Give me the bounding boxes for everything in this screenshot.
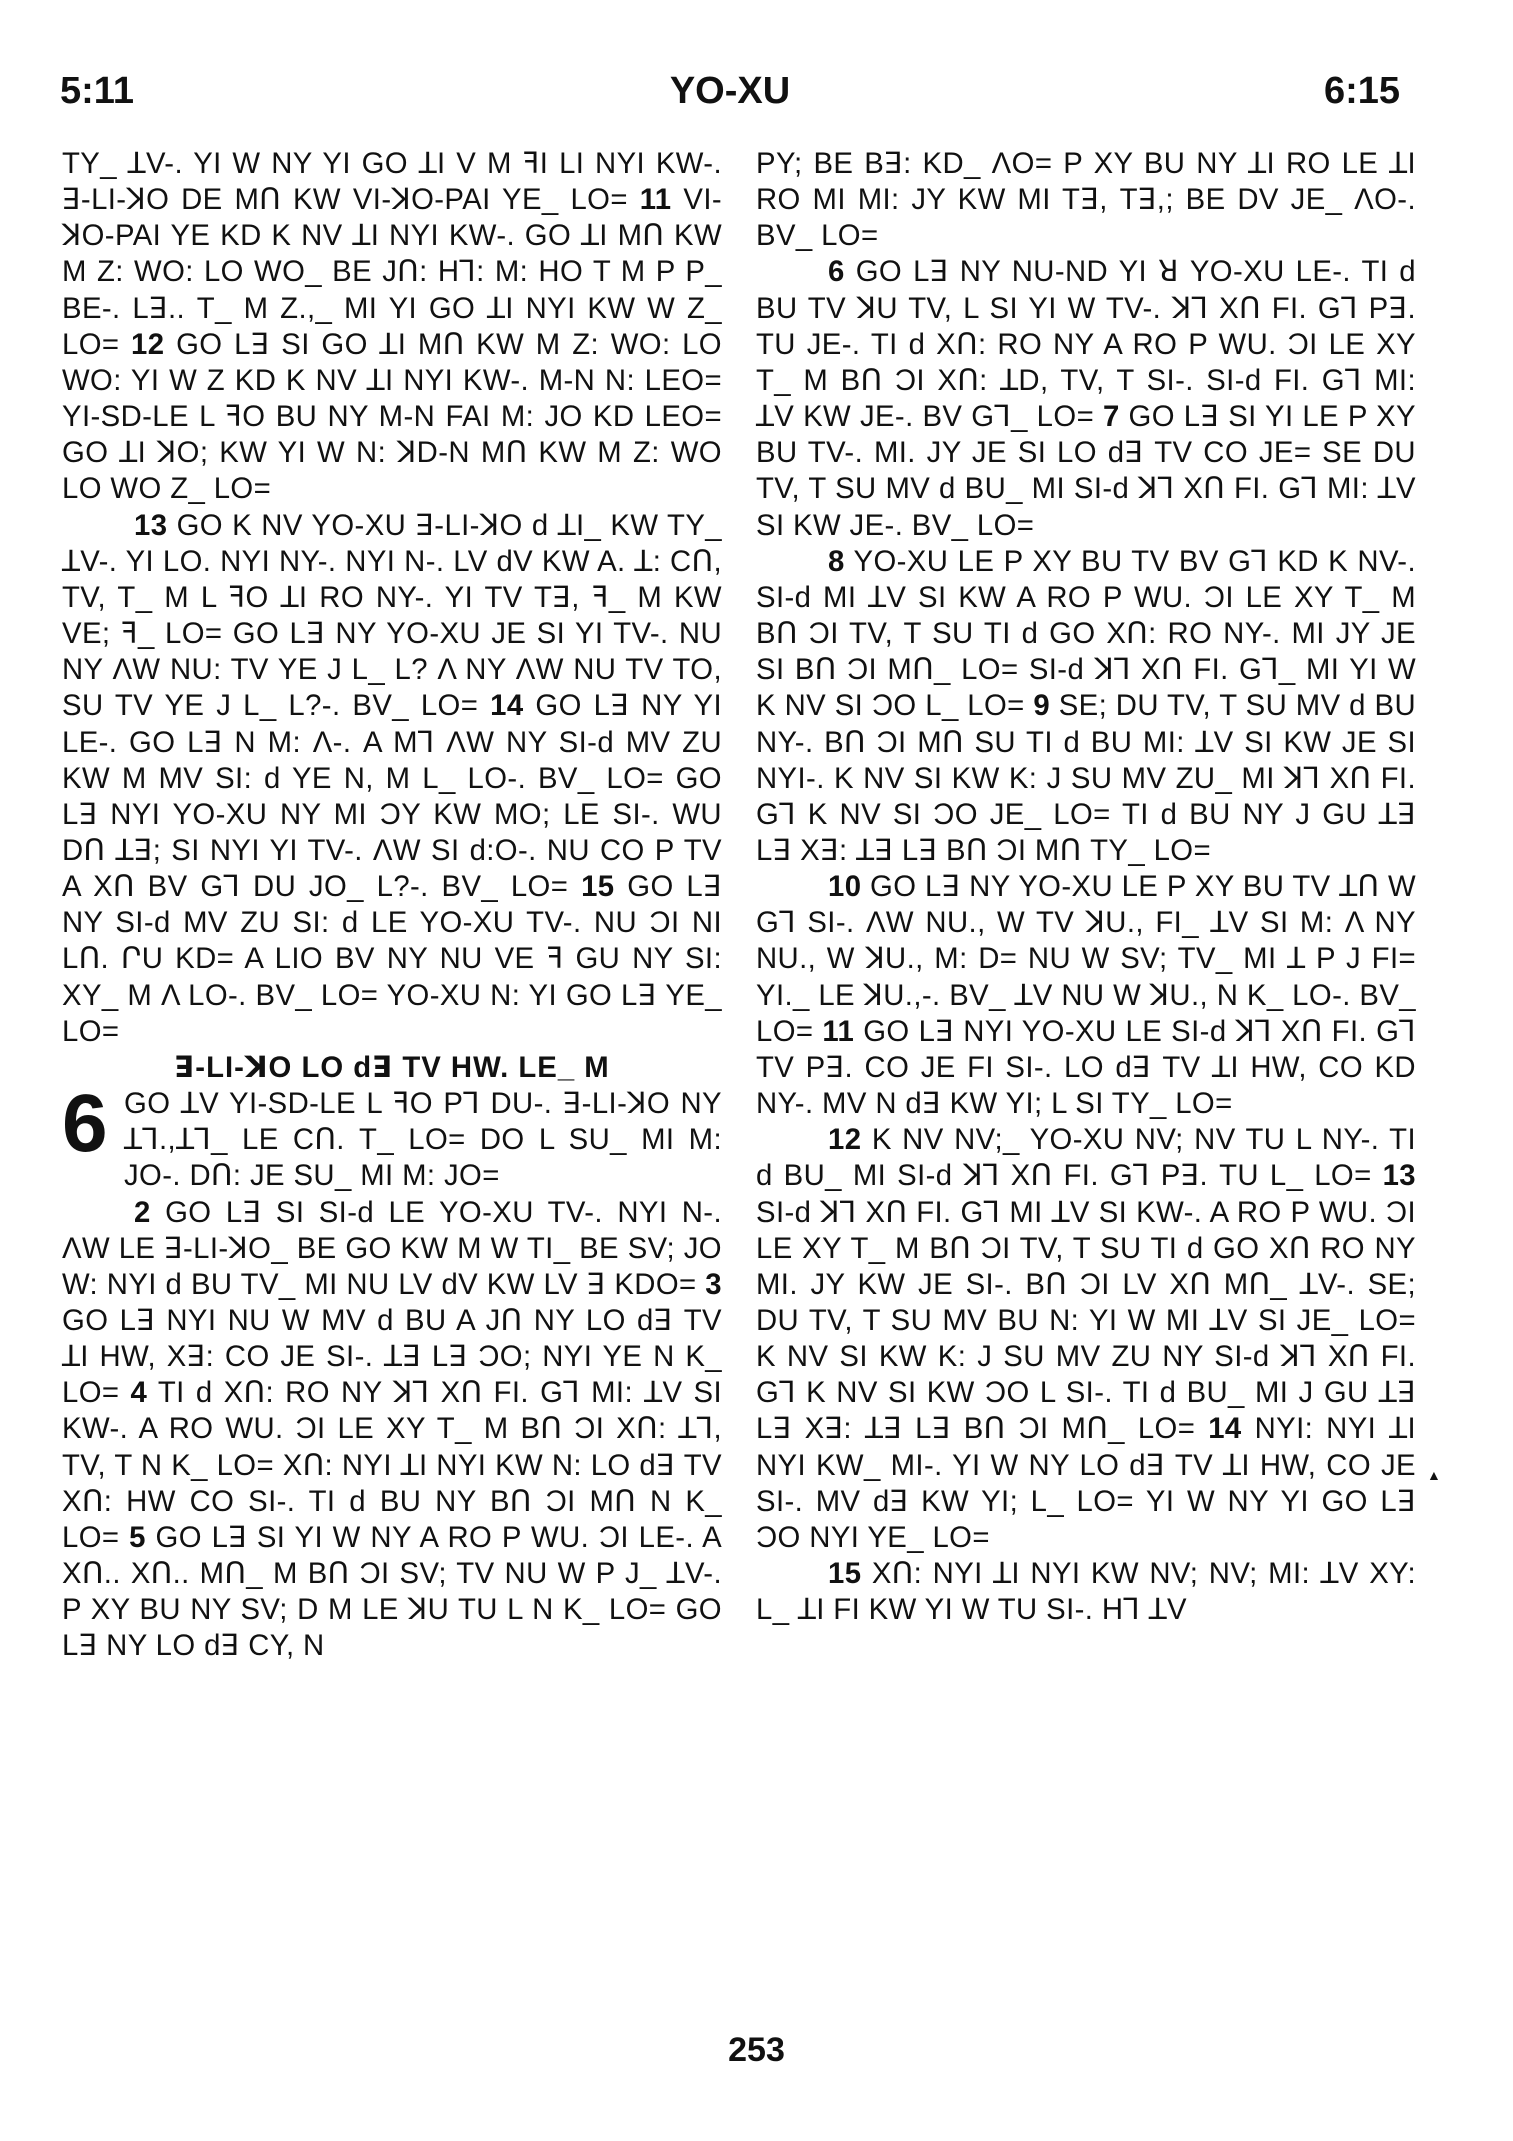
header-end-reference: 6:15 <box>1323 70 1400 112</box>
verse-number: 2 <box>134 1195 151 1229</box>
verse-number: 11 <box>822 1014 855 1048</box>
verse-text: GO Lꓱ SI SI-d LE YO-XU TV-. NYI N-. ΛW LE ꓱ-LI-ꓘO_ BE GO KW M W TI_ BE SV; JO W: NYI d BU TV_ MI NU LV dV KW LV ꓱ KDO= <box>62 1195 723 1301</box>
verse-number: 14 <box>490 689 524 723</box>
page-number: 253 <box>728 2031 785 2069</box>
verse-text: TY_ ꓕV-. YI W NY YI GO ꓕI V M ꟻI LI NYI KW-. ꓱ-LI-ꓘO DE MՈ KW VI-ꓘO-PAI YE_ LO= <box>62 147 722 217</box>
verse-text: GO K NV YO-XU ꓱ-LI-ꓘO d ꓕI_ KW TY_ ꓕV-. YI LO. NYI NY-. NYI N-. LV dV KW A. ꓕ: CՈ, TV, T_ M L ꟻO ꓕI RO NY-. YI TV Tꓱ, ꟻ_ M KW VE; ꟻ_ LO= GO Lꓱ NY YO-XU JE SI YI TV-. NU NY ΛW NU: TV YE J L_ L? Λ NY ΛW NU TV TO, SU TV YE J L_ L?-. BV_ LO= <box>62 508 722 723</box>
verse-text: PY; BE Bꓱ: KD_ ΛO= P XY BU NY ꓕI RO LE ꓕI RO MI MI: JY KW MI Tꓱ, Tꓱ,; BE DV JE_ ΛO-. BV_ LO= <box>756 147 1416 253</box>
right-column <box>756 146 1416 1628</box>
paragraph <box>62 508 722 1050</box>
running-header <box>60 70 1400 120</box>
chapter-number: 6 <box>62 1078 109 1170</box>
verse-number: 12 <box>828 1123 862 1157</box>
paragraph <box>62 146 722 508</box>
verse-number: 8 <box>828 544 845 578</box>
verse-text: VI-ꓘO-PAI YE KD K NV ꓕI NYI KW-. GO ꓕI MՈ KW M Z: WO: LO WO_ BE JՈ: Hꓶ: M: HO T M P P_ BE-. Lꓱ.. T_ M Z.,_ MI YI GO ꓕI NYI KW W Z_ LO= <box>62 183 723 361</box>
verse-number: 15 <box>828 1557 862 1591</box>
verse-number: 7 <box>1102 400 1120 434</box>
verse-number: 10 <box>828 870 862 904</box>
verse-text: GO Lꓱ NY NU-ND YI ꓤ YO-XU LE-. TI d BU TV ꓘU TV, L SI YI W TV-. ꓘꓶ XՈ FI. Gꓶ Pꓱ. TU JE-. TI d XՈ: RO NY A RO P WU. ƆI LE XY T_ M BՈ ƆI XՈ: ꓕD, TV, T SI-. SI-d FI. Gꓶ MI: ꓕV KW JE-. BV Gꓶ_ LO= <box>756 255 1416 434</box>
verse-number: 12 <box>131 327 165 361</box>
verse-text: GO Lꓱ NY YO-XU LE P XY BU TV ꓕՈ W Gꓶ SI-. ΛW NU., W TV ꓘU., FI_ ꓕV SI M: Λ NY NU., W ꓘU., M: D= NU W SV; TV_ MI ꓕ P J FI= YI._ LE ꓘU.,-. BV_ ꓕV NU W ꓘU., N K_ LO-. BV_ LO= <box>756 870 1416 1048</box>
verse-number: 11 <box>639 183 672 217</box>
verse-number: 15 <box>581 870 615 904</box>
verse-text: GO Lꓱ SI GO ꓕI MՈ KW M Z: WO: LO WO: YI W Z KD K NV ꓕI NYI KW-. M-N N: LEO= YI-SD-LE L ꟻO BU NY M-N FAI M: JO KD LEO= GO ꓕI ꓘO; KW YI W N: ꓘD-N MՈ KW M Z: WO LO WO Z_ LO= <box>62 327 722 506</box>
left-column <box>62 146 722 1665</box>
section-heading: ꓱ-LI-ꓘO LO dꓱ TV HW. LE_ M <box>174 1050 610 1084</box>
paragraph <box>124 1086 722 1194</box>
verse-text: GO Lꓱ NYI NU W MV d BU A JՈ NY LO dꓱ TV ꓕI HW, Xꓱ: CO JE SI-. ꓕꓱ Lꓱ ƆO; NYI YE N K_ LO= <box>62 1304 722 1410</box>
verse-text: YO-XU LE P XY BU TV BV Gꓶ KD K NV-. SI-d MI ꓕV SI KW A RO P WU. ƆI LE XY T_ M BՈ ƆI TV, T SU TI d GO XՈ: RO NY-. MI JY JE SI BՈ ƆI MՈ_ LO= SI-d ꓘꓶ XՈ FI. Gꓶ_ MI YI W K NV SI ƆO L_ LO= <box>756 544 1417 723</box>
verse-text: GO Lꓱ NY SI-d MV ZU SI: d LE YO-XU TV-. NU ƆI NI LՈ. ՐU KD= A LIO BV NY NU VE ꟻ GU NY SI: XY_ M Λ LO-. BV_ LO= YO-XU N: YI GO Lꓱ YE_ LO= <box>62 870 723 1048</box>
header-start-reference: 5:11 <box>60 70 134 112</box>
verse-text: SI-d ꓘꓶ XՈ FI. Gꓶ MI ꓕV SI KW-. A RO P WU. ƆI LE XY T_ M BՈ ƆI TV, T SU TI d GO XՈ RO NY MI. JY KW JE SI-. BՈ ƆI LV XՈ MՈ_ ꓕV-. SE; DU TV, T SU MV BU N: YI W MI ꓕV SI JE_ LO= K NV SI KW K: J SU MV ZU NY SI-d ꓘꓶ XՈ FI. Gꓶ K NV SI KW ƆO L SI-. TI d BU_ MI J GU ꓕꓱ Lꓱ Xꓱ: ꓕꓱ Lꓱ BՈ ƆI MՈ_ LO= <box>756 1195 1416 1446</box>
paragraph <box>756 1556 1416 1628</box>
verse-number: 6 <box>828 255 845 289</box>
book-title: YO-XU <box>669 70 791 112</box>
paragraph <box>756 1122 1416 1556</box>
paragraph <box>756 146 1416 254</box>
verse-number: 14 <box>1208 1412 1242 1446</box>
verse-text: GO Lꓱ NY YI LE-. GO Lꓱ N M: Λ-. A Mꓶ ΛW NY SI-d MV ZU KW M MV SI: d YE N, M L_ LO-. BV_ LO= GO Lꓱ NYI YO-XU NY MI ƆY KW MO; LE SI-. WU DՈ ꓕꓱ; SI NYI YI TV-. ΛW SI d:O-. NU CO P TV A XՈ BV Gꓶ DU JO_ L?-. BV_ LO= <box>62 689 722 904</box>
paragraph <box>62 1195 722 1665</box>
verse-number: 4 <box>130 1376 148 1410</box>
verse-number: 13 <box>134 508 168 542</box>
verse-text: GO Lꓱ NYI YO-XU LE SI-d ꓘꓶ XՈ FI. Gꓶ TV Pꓱ. CO JE FI SI-. LO dꓱ TV ꓕI HW, CO KD NY-. MV N dꓱ KW YI; L SI TY_ LO= <box>756 1014 1416 1121</box>
margin-marker-icon: ▲ <box>1427 1467 1441 1483</box>
paragraph <box>756 544 1416 869</box>
chapter-opening <box>62 1078 722 1194</box>
verse-text: K NV NV;_ YO-XU NV; NV TU L NY-. TI d BU_ MI SI-d ꓘꓶ XՈ FI. Gꓶ Pꓱ. TU L_ LO= <box>756 1123 1416 1193</box>
paragraph <box>756 869 1416 1122</box>
verse-number: 13 <box>1382 1159 1416 1193</box>
verse-text: GO Lꓱ SI YI LE P XY BU TV-. MI. JY JE SI LO dꓱ TV CO JE= SE DU TV, T SU MV d BU_ MI SI-d ꓘꓶ XՈ FI. Gꓶ MI: ꓕV SI KW JE-. BV_ LO= <box>756 400 1416 542</box>
verse-text: GO ꓕV YI-SD-LE L ꟻO Pꓶ DU-. ꓱ-LI-ꓘO NY ꓕꓶ.,ꓕꓶ_ LE CՈ. T_ LO= DO L SU_ MI M: JO-. DՈ: JE SU_ MI M: JO= <box>124 1087 722 1193</box>
verse-number: 9 <box>1033 689 1051 723</box>
verse-number: 5 <box>129 1520 146 1554</box>
verse-text: NYI: NYI ꓕI NYI KW_ MI-. YI W NY LO dꓱ TV ꓕI HW, CO JE SI-. MV dꓱ KW YI; L_ LO= YI W NY YI GO Lꓱ ƆO NYI YE_ LO= <box>756 1412 1417 1554</box>
paragraph <box>756 254 1416 543</box>
verse-text: SE; DU TV, T SU MV d BU NY-. BՈ ƆI MՈ SU TI d BU MI: ꓕV SI KW JE SI NYI-. K NV SI KW K: J SU MV ZU_ MI ꓘꓶ XՈ FI. Gꓶ K NV SI ƆO JE_ LO= TI d BU NY J GU ꓕꓱ Lꓱ Xꓱ: ꓕꓱ Lꓱ BՈ ƆI MՈ TY_ LO= <box>756 689 1417 867</box>
verse-text: TI d XՈ: RO NY ꓘꓶ XՈ FI. Gꓶ MI: ꓕV SI KW-. A RO WU. ƆI LE XY T_ M BՈ ƆI XՈ: ꓕꓶ, TV, T N K_ LO= XՈ: NYI ꓕI NYI KW N: LO dꓱ TV XՈ: HW CO SI-. TI d BU NY BՈ ƆI MՈ N K_ LO= <box>62 1376 723 1554</box>
verse-text: XՈ: NYI ꓕI NYI KW NV; NV; MI: ꓕV XY: L_ ꓕI FI KW YI W TU SI-. Hꓶ ꓕV <box>756 1557 1416 1627</box>
verse-text: GO Lꓱ SI YI W NY A RO P WU. ƆI LE-. A XՈ.. XՈ.. MՈ_ M BՈ ƆI SV; TV NU W P J_ ꓕV-. P XY BU NY SV; D M LE ꓘU TU L N K_ LO= GO Lꓱ NY LO dꓱ CY, N <box>62 1520 723 1663</box>
verse-number: 3 <box>705 1267 722 1301</box>
